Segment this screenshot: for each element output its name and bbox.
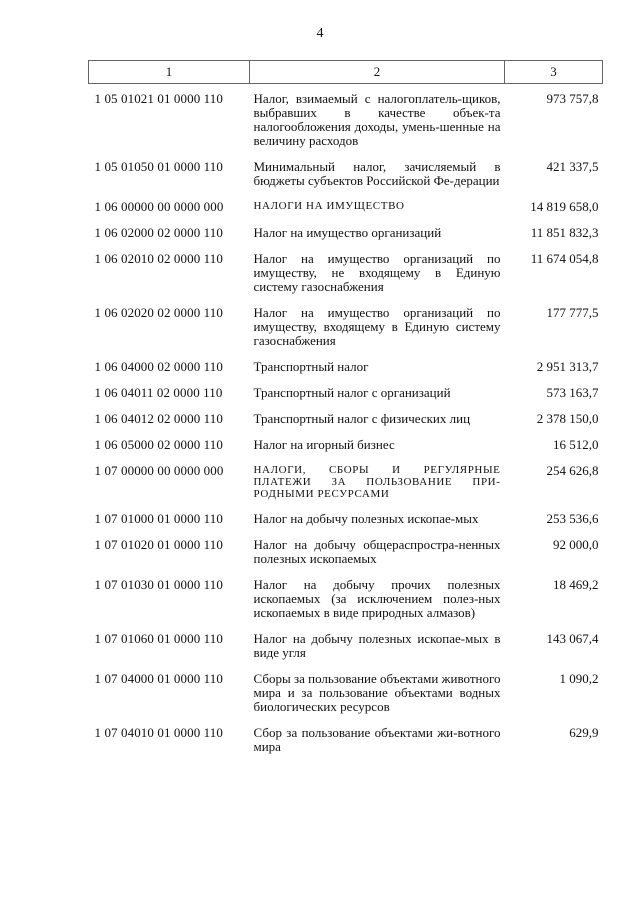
revenue-amount: 18 469,2 [553,577,599,592]
revenue-name: Налог на имущество организаций [253,225,442,240]
revenue-name: Транспортный налог с организаций [253,385,451,400]
revenue-name: НАЛОГИ, СБОРЫ И РЕГУЛЯРНЫЕ ПЛАТЕЖИ ЗА ПОЛЬЗОВАНИЕ ПРИ-РОДНЫМИ РЕСУРСАМИ [253,464,501,500]
table-row [89,196,603,222]
budget-code: 1 06 02010 02 0000 110 [94,251,223,266]
budget-code: 1 06 04000 02 0000 110 [94,359,223,374]
header-row [89,61,603,84]
budget-code: 1 06 05000 02 0000 110 [94,437,223,452]
revenue-amount: 11 851 832,3 [530,225,599,240]
column-header-name: 2 [250,61,505,84]
column-header-amount: 3 [505,61,603,84]
revenue-amount: 11 674 054,8 [530,251,599,266]
table-row [89,156,603,196]
page-number: 4 [316,26,324,41]
revenue-amount: 629,9 [569,725,599,740]
budget-code: 1 07 01060 01 0000 110 [94,631,223,646]
revenue-name: Транспортный налог [253,359,369,374]
budget-code: 1 07 01000 01 0000 110 [94,511,223,526]
table-header [89,61,603,84]
revenue-name: Налог на имущество организаций по имуществу, входящему в Единую систему газоснабжения [253,305,501,348]
revenue-amount: 92 000,0 [553,537,599,552]
table-row [89,534,603,574]
revenue-name: Налог на добычу полезных ископае-мых в виде угля [253,631,501,660]
table-row [89,434,603,460]
revenue-name: Налог, взимаемый с налогоплатель-щиков, выбравших в качестве объек-та налогообложения доходы, умень-шенные на величину расходов [253,91,501,148]
revenue-amount: 254 626,8 [546,463,599,478]
table-body [89,84,603,763]
revenue-name: Налог на игорный бизнес [253,437,395,452]
budget-code: 1 06 04012 02 0000 110 [94,411,223,426]
table-row [89,84,603,157]
revenue-table [88,60,603,762]
table-row [89,356,603,382]
budget-code: 1 07 01020 01 0000 110 [94,537,223,552]
table-row [89,722,603,762]
revenue-name: Налог на добычу полезных ископае-мых [253,511,479,526]
revenue-amount: 421 337,5 [546,159,599,174]
column-header-code: 1 [89,61,250,84]
revenue-amount: 2 378 150,0 [536,411,599,426]
table-row [89,248,603,302]
table-row [89,574,603,628]
table-row [89,382,603,408]
revenue-name: Сборы за пользование объектами животного мира и за пользование объектами водных биологических ресурсов [253,671,501,714]
revenue-amount: 573 163,7 [546,385,599,400]
revenue-amount: 1 090,2 [559,671,599,686]
table-row [89,302,603,356]
revenue-amount: 253 536,6 [546,511,599,526]
budget-code: 1 05 01021 01 0000 110 [94,91,223,106]
budget-code: 1 07 04010 01 0000 110 [94,725,223,740]
revenue-amount: 2 951 313,7 [536,359,599,374]
table-row [89,668,603,722]
revenue-name: Транспортный налог с физических лиц [253,411,471,426]
budget-code: 1 07 00000 00 0000 000 [94,463,224,478]
table-row [89,628,603,668]
revenue-name: Сбор за пользование объектами жи-вотного мира [253,725,501,754]
budget-code: 1 06 02020 02 0000 110 [94,305,223,320]
table-row [89,222,603,248]
revenue-amount: 177 777,5 [546,305,599,320]
revenue-name: Минимальный налог, зачисляемый в бюджеты субъектов Российской Фе-дерации [253,159,501,188]
table-row [89,460,603,508]
budget-code: 1 06 02000 02 0000 110 [94,225,223,240]
budget-code: 1 07 01030 01 0000 110 [94,577,223,592]
revenue-name: Налог на добычу общераспростра-ненных полезных ископаемых [253,537,501,566]
budget-code: 1 06 04011 02 0000 110 [94,385,223,400]
table-row [89,408,603,434]
revenue-name: Налог на имущество организаций по имуществу, не входящему в Единую систему газоснабжения [253,251,501,294]
table-row [89,508,603,534]
revenue-amount: 143 067,4 [546,631,599,646]
budget-code: 1 05 01050 01 0000 110 [94,159,223,174]
revenue-amount: 16 512,0 [553,437,599,452]
revenue-amount: 973 757,8 [546,91,599,106]
revenue-name: НАЛОГИ НА ИМУЩЕСТВО [253,200,405,212]
budget-code: 1 06 00000 00 0000 000 [94,199,224,214]
budget-code: 1 07 04000 01 0000 110 [94,671,223,686]
revenue-amount: 14 819 658,0 [530,199,599,214]
revenue-name: Налог на добычу прочих полезных ископаемых (за исключением полез-ных ископаемых в виде природных алмазов) [253,577,501,620]
